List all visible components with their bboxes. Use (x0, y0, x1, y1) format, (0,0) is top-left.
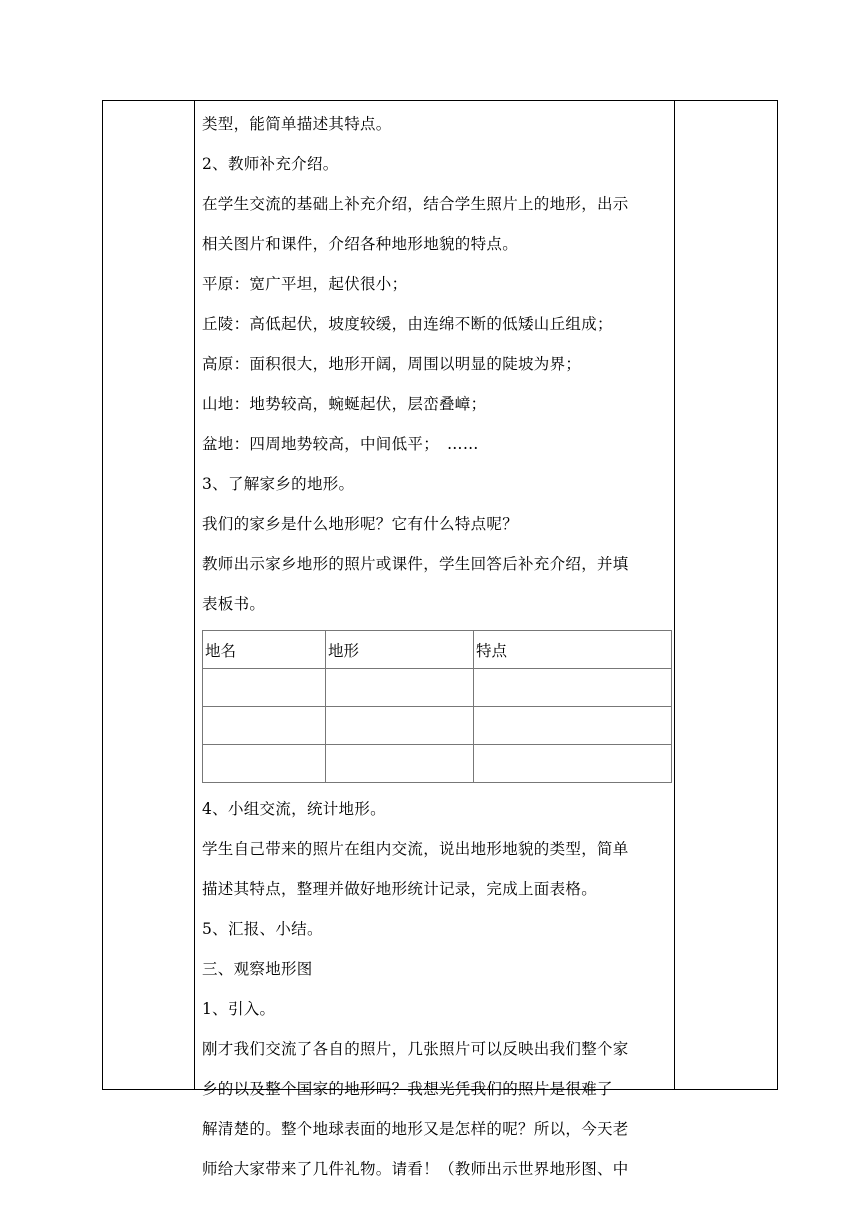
table-cell[interactable] (203, 669, 326, 707)
text-line: 表板书。 (202, 595, 266, 613)
table-cell[interactable] (474, 707, 672, 745)
text-line: 相关图片和课件，介绍各种地形地貌的特点。 (202, 235, 519, 253)
text-line: 教师出示家乡地形的照片或课件，学生回答后补充介绍，并填 (202, 555, 629, 573)
section-heading: 三、观察地形图 (202, 960, 313, 978)
lesson-content (202, 104, 668, 1189)
table-cell[interactable] (474, 745, 672, 783)
text-line: 乡的以及整个国家的地形吗？我想光凭我们的照片是很难了 (202, 1080, 613, 1098)
column-divider-right (674, 100, 675, 1090)
terrain-table (202, 630, 672, 783)
header-place-name: 地名 (203, 631, 326, 669)
text-line: 4、小组交流，统计地形。 (202, 800, 386, 818)
text-line: 我们的家乡是什么地形呢？它有什么特点呢？ (202, 515, 519, 533)
header-feature: 特点 (474, 631, 672, 669)
table-cell[interactable] (203, 707, 326, 745)
table-header-row (203, 631, 672, 669)
text-line: 在学生交流的基础上补充介绍，结合学生照片上的地形，出示 (202, 195, 629, 213)
text-line: 学生自己带来的照片在组内交流，说出地形地貌的类型，简单 (202, 840, 629, 858)
text-line: 解清楚的。整个地球表面的地形又是怎样的呢？所以，今天老 (202, 1120, 629, 1138)
header-terrain: 地形 (326, 631, 474, 669)
table-row (203, 669, 672, 707)
text-line: 丘陵：高低起伏，坡度较缓，由连绵不断的低矮山丘组成； (202, 315, 613, 333)
text-line: 山地：地势较高，蜿蜒起伏，层峦叠嶂； (202, 395, 487, 413)
table-cell[interactable] (326, 669, 474, 707)
text-line: 3、了解家乡的地形。 (202, 475, 355, 493)
text-line: 平原：宽广平坦，起伏很小； (202, 275, 408, 293)
text-line: 高原：面积很大，地形开阔，周围以明显的陡坡为界； (202, 355, 582, 373)
table-cell[interactable] (326, 745, 474, 783)
table-row (203, 707, 672, 745)
table-cell[interactable] (474, 669, 672, 707)
text-line: 刚才我们交流了各自的照片，几张照片可以反映出我们整个家 (202, 1040, 629, 1058)
column-divider-left (194, 100, 195, 1090)
table-row (203, 745, 672, 783)
text-line: 描述其特点，整理并做好地形统计记录，完成上面表格。 (202, 880, 598, 898)
table-cell[interactable] (203, 745, 326, 783)
text-line: 师给大家带来了几件礼物。请看！（教师出示世界地形图、中 (202, 1160, 629, 1178)
text-line: 2、教师补充介绍。 (202, 155, 339, 173)
text-line: 1、引入。 (202, 1000, 276, 1018)
text-line: 类型，能简单描述其特点。 (202, 115, 392, 133)
text-line: 5、汇报、小结。 (202, 920, 323, 938)
text-line: 盆地：四周地势较高，中间低平； …… (202, 435, 479, 453)
table-cell[interactable] (326, 707, 474, 745)
